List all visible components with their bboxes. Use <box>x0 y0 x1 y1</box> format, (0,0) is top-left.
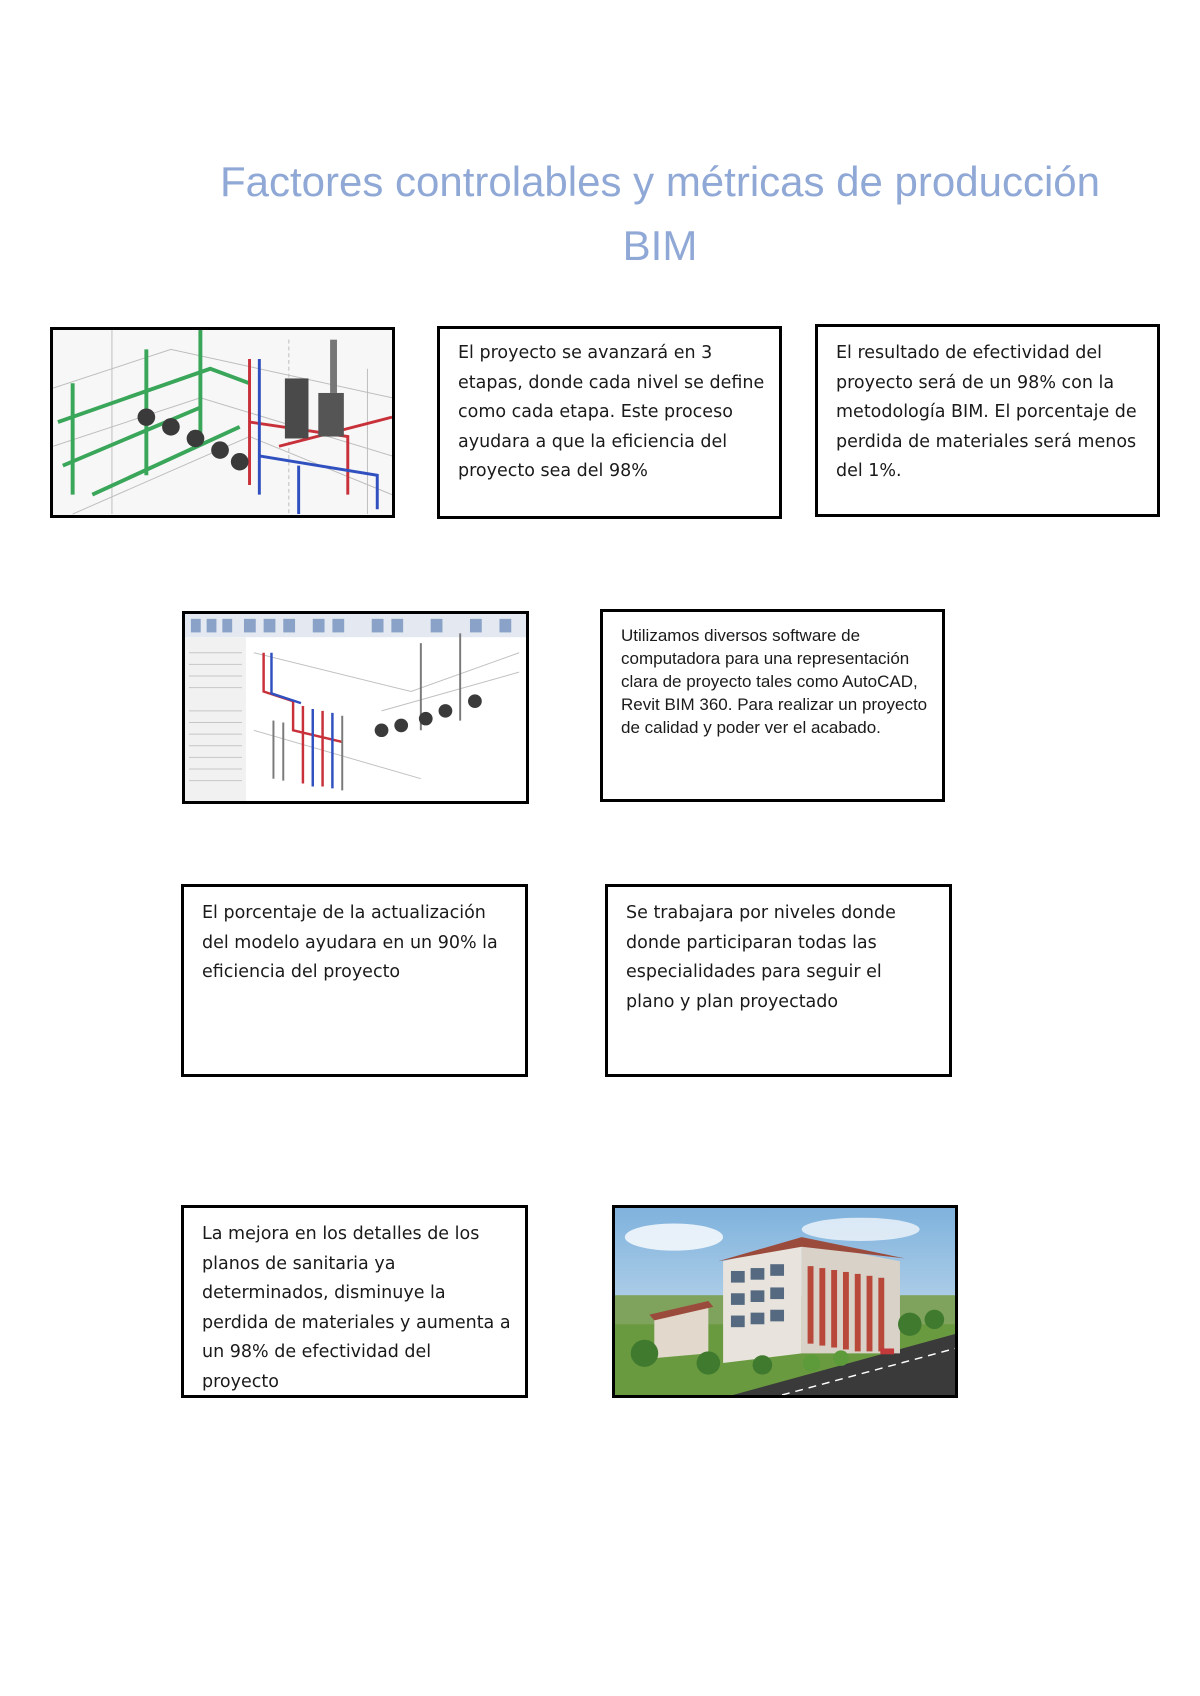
text-box-niveles <box>605 884 952 1077</box>
text-niveles: Se trabajara por niveles donde donde participaran todas las especialidades para seguir el plano y plan proyectado <box>626 903 896 1012</box>
text-box-efectividad <box>815 324 1160 517</box>
text-sanitaria: La mejora en los detalles de los planos de sanitaria ya determinados, disminuye la perdida de materiales y aumenta a un 98% de efectividad del proyecto <box>202 1224 511 1392</box>
text-box-software <box>600 609 945 802</box>
page-title-line-1: Factores controlables y métricas de producción <box>219 158 1101 205</box>
text-actualizacion: El porcentaje de la actualización del modelo ayudara en un 90% la eficiencia del proyecto <box>202 903 498 982</box>
text-software: Utilizamos diversos software de computadora para una representación clara de proyecto tales como AutoCAD, Revit BIM 360. Para realizar un proyecto de calidad y poder ver el acabado. <box>621 626 928 737</box>
revit-software-image <box>182 611 529 804</box>
text-etapas: El proyecto se avanzará en 3 etapas, donde cada nivel se define como cada etapa. Este proceso ayudara a que la eficiencia del proyecto sea del 98% <box>458 343 765 481</box>
mep-isometric-image <box>50 327 395 518</box>
text-box-etapas <box>437 326 782 519</box>
text-efectividad: El resultado de efectividad del proyecto será de un 98% con la metodología BIM. El porcentaje de perdida de materiales será menos del 1%. <box>836 343 1137 481</box>
text-box-sanitaria <box>181 1205 528 1398</box>
text-box-actualizacion <box>181 884 528 1077</box>
page-title <box>170 150 1150 278</box>
page-title-line-2: BIM <box>622 222 698 269</box>
building-render-image <box>612 1205 958 1398</box>
